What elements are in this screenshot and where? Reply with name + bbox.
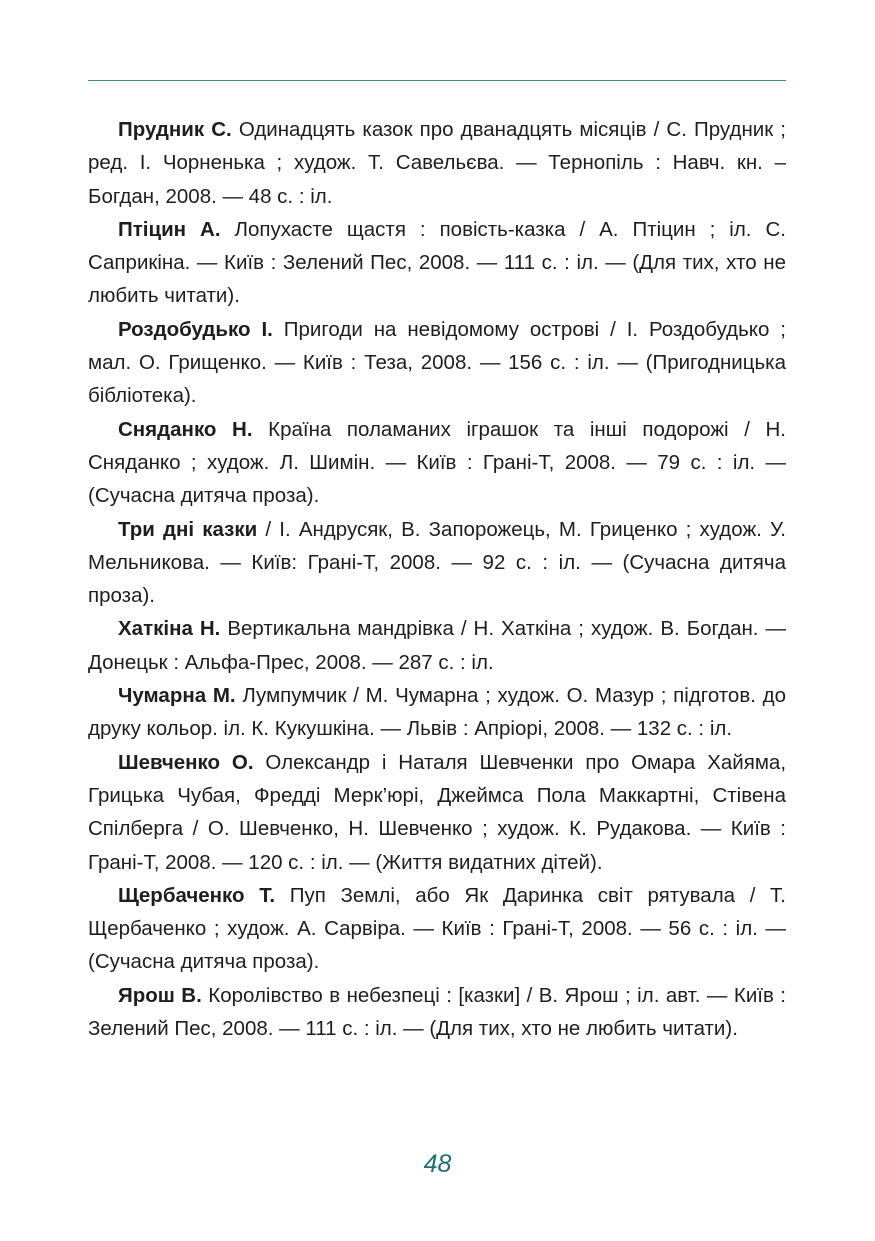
bibliography-list <box>88 113 786 1045</box>
bibliography-entry <box>88 746 786 879</box>
bibliography-entry <box>88 413 786 513</box>
entry-author: Шевченко О. <box>118 750 254 774</box>
entry-author: Щербаченко Т. <box>118 883 276 907</box>
entry-author: Сняданко Н. <box>118 417 253 441</box>
bibliography-entry <box>88 612 786 679</box>
bibliography-entry <box>88 113 786 213</box>
entry-text: Королівство в небезпеці : [казки] / В. Ярош ; іл. авт. — Київ : Зелений Пес, 2008. — 111 с. : іл. — (Для тих, хто не любить читати). <box>88 983 786 1041</box>
bibliography-entry <box>88 313 786 413</box>
entry-text: Лумпумчик / М. Чумарна ; худож. О. Мазур ; підготов. до друку кольор. іл. К. Кукушкіна. — Львів : Апріорі, 2008. — 132 с. : іл. <box>88 684 786 741</box>
entry-text: Одинадцять казок про дванадцять місяців / С. Прудник ; ред. І. Чорненька ; худож. Т. Савельєва. — Тернопіль : Навч. кн. – Богдан, 2008. — 48 с. : іл. <box>88 118 786 208</box>
entry-text: Пуп Землі, або Як Даринка світ рятувала / Т. Щербаченко ; худож. А. Сарвіра. — Київ : Грані-Т, 2008. — 56 с. : іл. — (Сучасна дитяча проза). <box>88 883 786 974</box>
entry-author: Ярош В. <box>118 983 202 1007</box>
entry-text: Країна поламаних іграшок та інші подорожі / Н. Сняданко ; худож. Л. Шимін. — Київ : Грані-Т, 2008. — 79 с. : іл. — (Сучасна дитяча проза). <box>88 417 786 508</box>
header-rule <box>88 80 786 81</box>
entry-author: Птіцин А. <box>118 217 221 241</box>
bibliography-entry <box>88 513 786 613</box>
bibliography-entry <box>88 213 786 313</box>
entry-author: Прудник С. <box>118 118 232 141</box>
entry-text: Лопухасте щастя : повість-казка / А. Птіцин ; іл. С. Саприкіна. — Київ : Зелений Пес, 2008. — 111 с. : іл. — (Для тих, хто не любить читати). <box>88 217 786 308</box>
entry-author: Чумарна М. <box>118 684 236 708</box>
page-number: 48 <box>423 1150 452 1178</box>
entry-author: Роздобудько І. <box>118 317 273 341</box>
entry-author: Три дні казки <box>118 517 258 541</box>
entry-text: / І. Андрусяк, В. Запорожець, М. Гриценко ; худож. У. Мельникова. — Київ: Грані-Т, 2008. — 92 с. : іл. — (Сучасна дитяча проза). <box>88 517 787 608</box>
bibliography-entry <box>88 979 786 1046</box>
bibliography-entry <box>88 879 786 979</box>
entry-text: Олександр і Наталя Шевченки про Омара Хайяма, Грицька Чубая, Фредді Мерк’юрі, Джеймса Пола Маккартні, Стівена Спілберга / О. Шевченко, Н. Шевченко ; худож. К. Рудакова. — Київ : Грані-Т, 2008. — 120 с. : іл. — (Життя видатних дітей). <box>88 750 787 874</box>
entry-author: Хаткіна Н. <box>118 617 221 641</box>
entry-text: Вертикальна мандрівка / Н. Хаткіна ; худож. В. Богдан. — Донецьк : Альфа-Прес, 2008. — 287 с. : іл. <box>88 617 786 674</box>
bibliography-entry <box>88 679 786 746</box>
entry-text: Пригоди на невідомому острові / І. Роздобудько ; мал. О. Грищенко. — Київ : Теза, 2008. — 156 с. : іл. — (Пригодницька бібліотека). <box>88 317 786 408</box>
